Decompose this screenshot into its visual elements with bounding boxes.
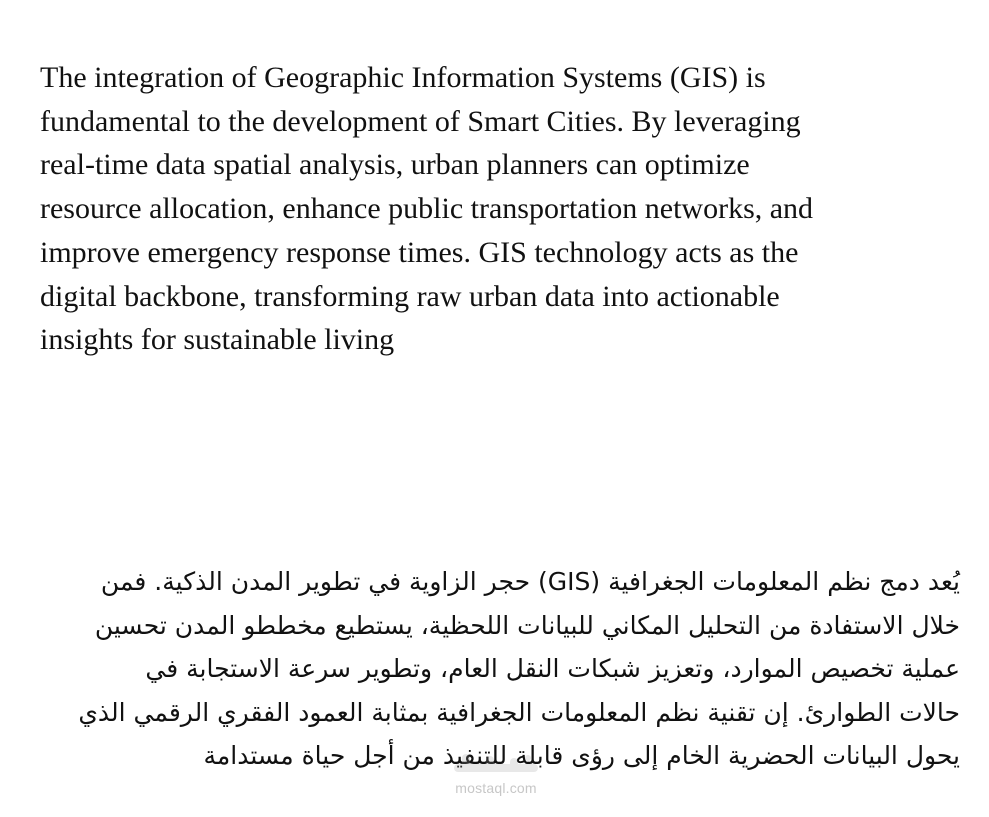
arabic-line: يُعد دمج نظم المعلومات الجغرافية (GIS) حجر الزاوية في تطوير المدن الذكية. فمن [100,567,960,596]
arabic-line: عملية تخصيص الموارد، وتعزيز شبكات النقل العام، وتطوير سرعة الاستجابة في [145,654,960,683]
english-paragraph [40,56,940,362]
english-line: insights for sustainable living [40,323,395,357]
arabic-line: حالات الطوارئ. إن تقنية نظم المعلومات الجغرافية بمثابة العمود الفقري الرقمي الذي [78,697,960,727]
english-line: The integration of Geographic Information Systems (GIS) is [40,61,766,94]
arabic-line: خلال الاستفادة من التحليل المكاني للبيانات اللحظية، يستطيع مخططو المدن تحسين [94,610,960,640]
english-line: digital backbone, transforming raw urban data into actionable [40,279,780,313]
watermark-site-text: mostaql.com [455,780,537,796]
arabic-paragraph [30,560,960,778]
english-line: fundamental to the development of Smart Cities. By leveraging [40,104,801,138]
english-line: real-time data spatial analysis, urban planners can optimize [40,148,750,182]
english-line: resource allocation, enhance public transportation networks, and [40,192,814,226]
arabic-line: يحول البيانات الحضرية الخام إلى رؤى قابلة للتنفيذ من أجل حياة مستدامة [203,741,960,770]
english-line: improve emergency response times. GIS technology acts as the [40,235,799,269]
